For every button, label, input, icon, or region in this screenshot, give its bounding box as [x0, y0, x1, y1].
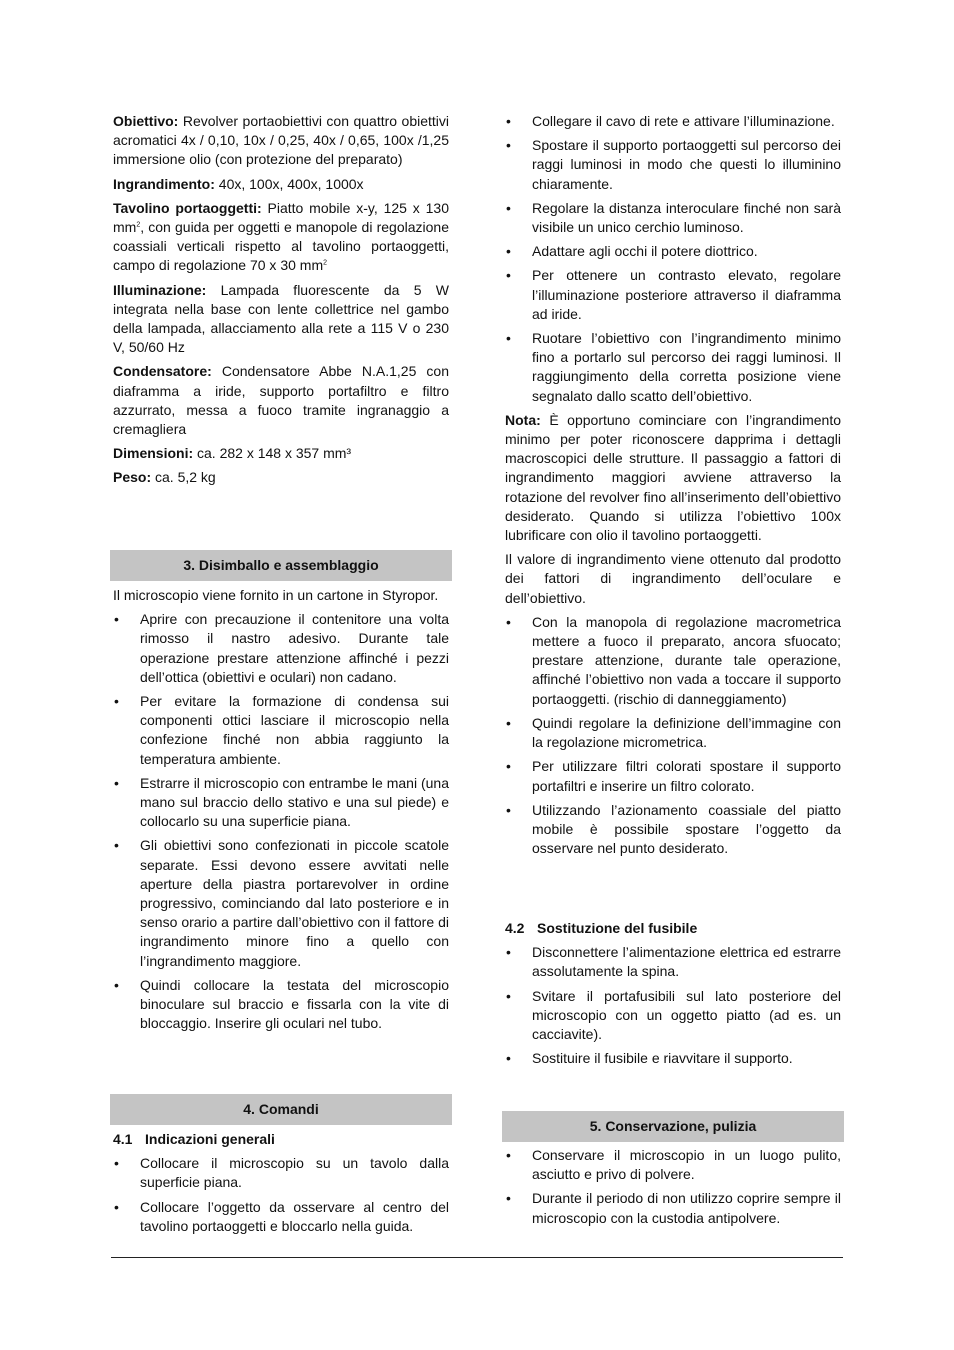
superscript: 2	[323, 259, 328, 267]
spec-magnification	[113, 175, 449, 194]
spec-text: Condensatore Abbe N.A.1,25 con diaframma a iride, supporto portafiltro e filtro azzurrato, messa a fuoco tramite ingranaggio a cremagliera	[113, 363, 450, 438]
list-item: • Disconnettere l’alimentazione elettrica ed estrarre assolutamente la spina.	[505, 943, 841, 981]
list-item: • Aprire con precauzione il contenitore una volta rimosso il nastro adesivo. Durante tale operazione prestare attenzione affinché i pezzi dell’ottica (obiettivi e oculari) non cadano.	[113, 610, 449, 687]
spec-label: Obiettivo:	[113, 113, 179, 129]
list-item: • Per ottenere un contrasto elevato, regolare l’illuminazione posteriore attraverso il diaframma ad iride.	[505, 266, 841, 324]
section-4-list-c	[505, 943, 841, 1068]
section-4-header: 4. Comandi	[110, 1094, 452, 1125]
spec-text: Lampada fluorescente da 5 W integrata nella base con lente collettrice nel gambo della lampada, allacciamento alla rete a 115 V o 230 V, 50/60 Hz	[113, 281, 450, 356]
subsection-number: 4.1	[113, 1131, 133, 1147]
section-5-list	[505, 1146, 841, 1228]
list-item: • Spostare il supporto portaoggetti sul percorso dei raggi luminosi in modo che questi lo illuminino chiaramente.	[505, 136, 841, 194]
list-item: • Adattare agli occhi il potere diottrico.	[505, 242, 841, 261]
spec-weight	[113, 468, 449, 487]
spec-label: Condensatore:	[113, 363, 212, 380]
list-item: • Conservare il microscopio in un luogo pulito, asciutto e privo di polvere.	[505, 1146, 841, 1184]
spec-label: Peso:	[113, 469, 152, 486]
spec-text: , con guida per oggetti e manopole di regolazione coassiali verticali rispetto al tavolino portaoggetti, campo di regolazione 70 x 30 mm	[113, 219, 449, 274]
subsection-4-1-heading	[113, 1130, 449, 1149]
section-3-intro: Il microscopio viene fornito in un cartone in Styropor.	[113, 587, 439, 603]
spec-dimensions	[113, 444, 449, 463]
list-item: • Sostituire il fusibile e riavvitare il supporto.	[505, 1049, 841, 1068]
spec-objective	[113, 112, 449, 170]
spec-label: Tavolino portaoggetti:	[113, 199, 262, 216]
list-item: • Quindi collocare la testata del microscopio binoculare sul braccio e fissarla con la vite di bloccaggio. Inserire gli oculari nel tubo.	[113, 976, 449, 1034]
subsection-title: Indicazioni generali	[145, 1131, 275, 1147]
section-4-list-b	[505, 613, 841, 858]
section-4-list-a-cont	[505, 112, 841, 406]
left-column	[113, 112, 449, 493]
list-item: • Collocare l’oggetto da osservare al centro del tavolino portaoggetti e bloccarlo nella guida.	[113, 1198, 449, 1236]
list-item: • Durante il periodo di non utilizzo coprire sempre il microscopio con la custodia antipolvere.	[505, 1189, 841, 1227]
subsection-4-2	[505, 919, 841, 1073]
list-item: • Estrarre il microscopio con entrambe le mani (una mano sul braccio dello stativo e una sul piede) e collocarlo su una superficie piana.	[113, 774, 449, 832]
spec-condenser	[113, 362, 449, 439]
list-item: • Svitare il portafusibili sul lato posteriore del microscopio con un oggetto piatto (ad es. un cacciavite).	[505, 987, 841, 1045]
subsection-4-2-heading	[505, 919, 841, 938]
section-3-body	[113, 586, 449, 1038]
list-item: • Con la manopola di regolazione macrometrica mettere a fuoco il preparato, ancora sfuocato; prestare attenzione, durante tale operazione, affinché l’obiettivo non vada a toccare il supporto portaoggetti. (rischio di danneggiamento)	[505, 613, 841, 709]
subsection-title: Sostituzione del fusibile	[537, 920, 698, 936]
list-item: • Quindi regolare la definizione dell’immagine con la regolazione micrometrica.	[505, 714, 841, 752]
list-item: • Collegare il cavo di rete e attivare l’illuminazione.	[505, 112, 841, 131]
spec-label: Dimensioni:	[113, 445, 194, 462]
section-5-header: 5. Conservazione, pulizia	[502, 1111, 844, 1142]
list-item: • Utilizzando l’azionamento coassiale del piatto mobile è possibile spostare l’oggetto da osservare nel punto desiderato.	[505, 801, 841, 859]
magnification-paragraph: Il valore di ingrandimento viene ottenuto dal prodotto dei fattori di ingrandimento dell’oculare e dell’obiettivo.	[505, 551, 841, 606]
list-item: • Per evitare la formazione di condensa sui componenti ottici lasciare il microscopio nella confezione finché non abbia raggiunto la temperatura ambiente.	[113, 692, 449, 769]
spec-label: Illuminazione:	[113, 281, 207, 298]
spec-text: Piatto mobile x-y, 125 x 130 mm	[113, 199, 450, 236]
spec-text: 40x, 100x, 400x, 1000x	[218, 175, 364, 192]
spec-illumination	[113, 281, 449, 358]
section-4-list-a	[113, 1154, 449, 1236]
section-5-body	[505, 1146, 841, 1233]
spec-text: ca. 5,2 kg	[155, 469, 216, 486]
footer-divider	[111, 1257, 843, 1258]
spec-stage	[113, 199, 449, 276]
list-item: • Per utilizzare filtri colorati spostare il supporto portafiltri e inserire un filtro colorato.	[505, 757, 841, 795]
list-item: • Gli obiettivi sono confezionati in piccole scatole separate. Essi devono essere avvitati nelle aperture della piastra portarevolver in ordine progressivo, cominciando dal lato posteriore e in senso orario a partire dall’obiettivo con il fattore di ingrandimento minore fino a quello con l’ingrandimento maggiore.	[113, 836, 449, 970]
list-item: • Regolare la distanza interoculare finché non sarà visibile un unico cerchio luminoso.	[505, 199, 841, 237]
section-4-body-left	[113, 1130, 449, 1241]
list-item: • Ruotare l’obiettivo con l’ingrandimento minimo fino a portarlo sul percorso dei raggi luminosi. Il raggiungimento della corretta posizione viene segnalato dallo scatto dell’obiettivo.	[505, 329, 841, 406]
section-3-header: 3. Disimballo e assemblaggio	[110, 550, 452, 581]
spec-text: ca. 282 x 148 x 357 mm³	[197, 445, 352, 462]
subsection-number: 4.2	[505, 920, 525, 936]
right-column	[505, 112, 841, 863]
note-paragraph	[505, 411, 841, 545]
section-3-list	[113, 610, 449, 1033]
note-text: È opportuno cominciare con l’ingrandimento minimo per poter riconoscere dapprima i dettagli macroscopici delle strutture. Il passaggio a fattori di ingrandimento maggiori avviene attraverso la rotazione del revolver fino all’inserimento dell’obiettivo desiderato. Quando si utilizza l’obiettivo 100x lubrificare con olio il tavolino portaoggetti.	[505, 411, 841, 544]
list-item: • Collocare il microscopio su un tavolo dalla superficie piana.	[113, 1154, 449, 1192]
spec-label: Ingrandimento:	[113, 175, 215, 192]
note-label: Nota:	[505, 411, 541, 428]
superscript: 2	[136, 221, 141, 229]
spec-text: Revolver portaobiettivi con quattro obiettivi acromatici 4x / 0,10, 10x / 0,25, 40x / 0,65, 100x /1,25 immersione olio (con protezione del preparato)	[113, 113, 449, 168]
